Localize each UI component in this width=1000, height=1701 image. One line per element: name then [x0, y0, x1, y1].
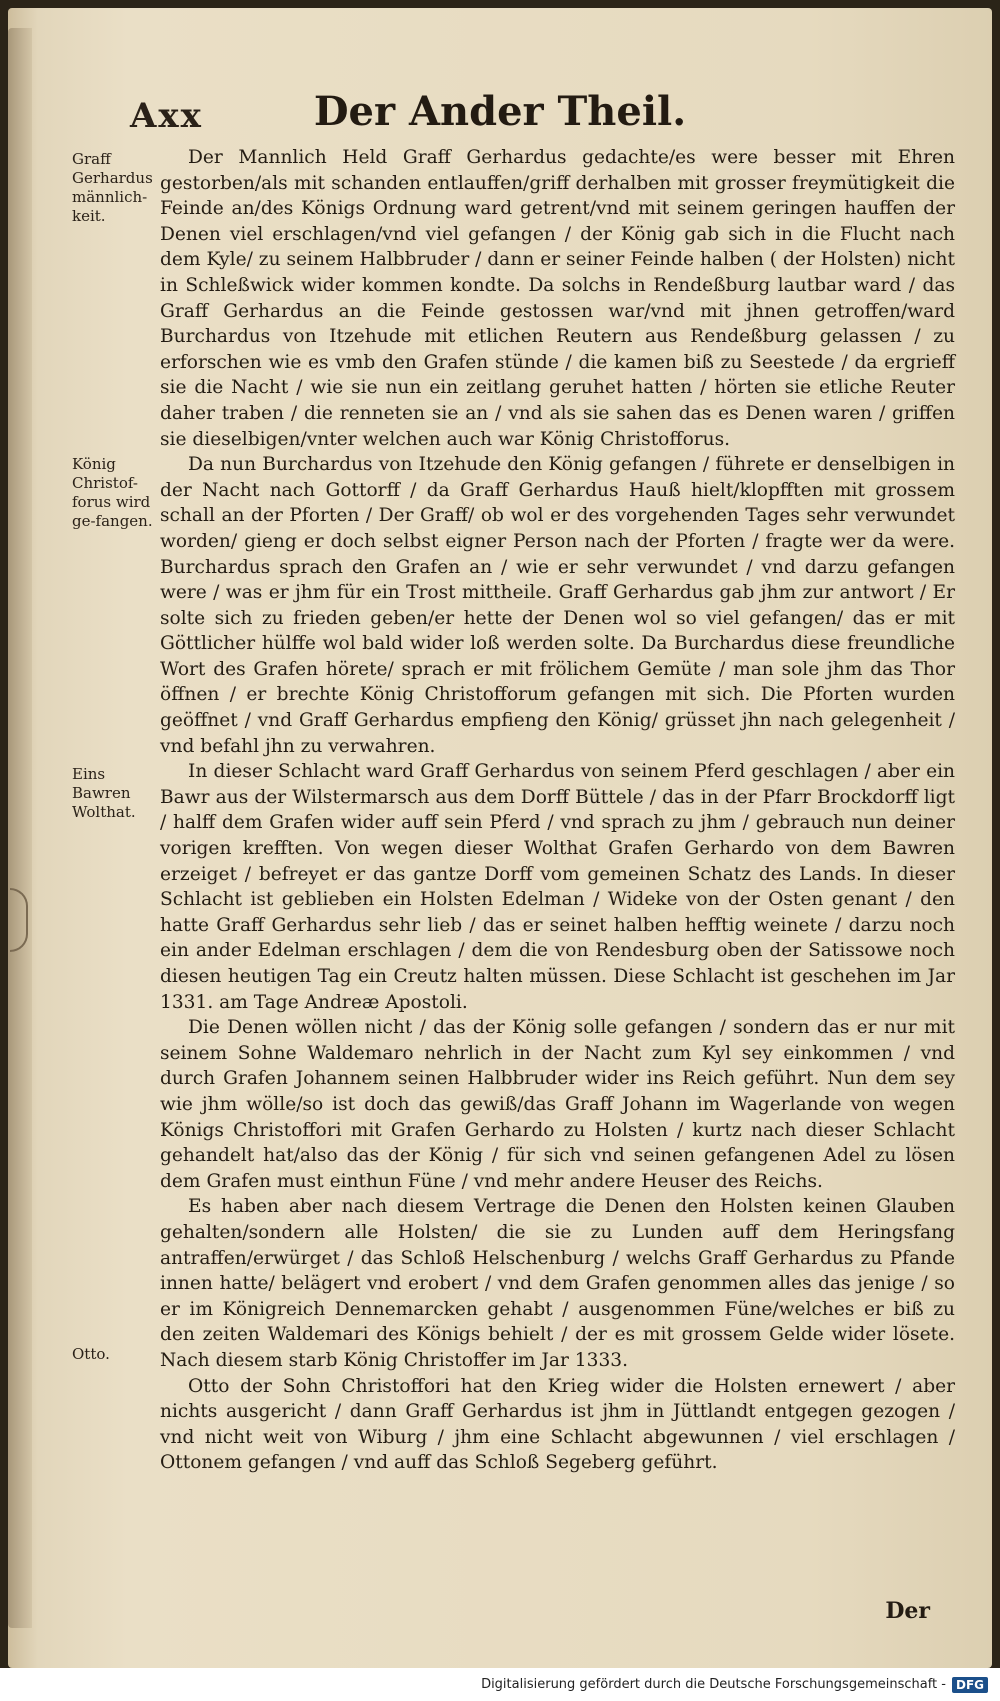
- running-head: Der Ander Theil.: [313, 88, 687, 135]
- margin-note-koenig: König Christof-forus wird ge-fangen.: [72, 455, 153, 530]
- margin-note-gerhardus: Graff Gerhardus männlich-keit.: [72, 150, 153, 225]
- folio-number: Axx: [130, 96, 203, 136]
- paragraph: Otto der Sohn Christoffori hat den Krieg wider die Holsten ernewert / aber nichts ausgericht / dann Graff Gerhardus ist jhm in Jüttlandt entgegen gezogen / vnd nicht weit von Wiburg / jhm eine Schlacht abgewunnen / viel erschlagen / Ottonem gefangen / vnd auff das Schloß Segeberg geführt.: [160, 1375, 955, 1474]
- paragraph: Da nun Burchardus von Itzehude den König gefangen / führete er denselbigen in der Nacht nach Gottorff / da Graff Gerhardus Hauß hielt/klopfften mit grossem schall an der Pforten / Der Graff/ ob wol er des vorgehenden Tages sehr verwundet worden/ gieng er doch selbst eigner Person nach der Pforten / fragte wer da were. Burchardus sprach den Grafen an / wie er sehr verwundet / vnd darzu gefangen were / was er jhm für ein Trost mittheile. Graff Gerhardus gab jhm zur antwort / Er solte sich zu frieden geben/er hette der Denen wol so viel gefangen/ das er mit Göttlicher hülffe wol bald wider loß werden solte. Da Burchardus diese freundliche Wort des Grafen hörete/ sprach er mit frölichem Gemüte / man sole jhm das Thor öffnen / er brechte König Christofforum gefangen mit sich. Die Pforten wurden geöffnet / vnd Graff Gerhardus empfieng den König/ grüsset jhn nach gelegenheit / vnd befahl jhn zu verwahren.: [160, 454, 955, 757]
- dfg-logo: DFG: [952, 1677, 988, 1693]
- margin-note-bawren: Eins Bawren Wolthat.: [72, 765, 136, 821]
- catchword: Der: [885, 1598, 930, 1624]
- paragraph: Es haben aber nach diesem Vertrage die Denen den Holsten keinen Glauben gehalten/sondern alle Holsten/ die sie zu Lunden auff dem Heringsfang antraffen/erwürget / das Schloß Helschenburg / welchs Graff Gerhardus zu Pfande innen hatte/ belägert vnd erobert / vnd dem Grafen genommen alles das jenige / so er im Königreich Dennemarcken gehabt / ausgenommen Füne/welches er biß zu den zeiten Waldemari des Königs behielt / der es mit grossem Gelde wider lösete. Nach diesem starb König Christoffer im Jar 1333.: [160, 1196, 955, 1371]
- paragraph: In dieser Schlacht ward Graff Gerhardus von seinem Pferd geschlagen / aber ein Bawr aus der Wilstermarsch aus dem Dorff Büttele / das in der Pfarr Brockdorff ligt / halff dem Grafen wider auff sein Pferd / vnd sprach zu jhm / gebrauch nun deiner vorigen krefften. Von wegen dieser Wolthat Grafen Gerhardo von dem Bawren erzeiget / befreyet er das gantze Dorff vom gemeinen Schatz des Lands. In dieser Schlacht ist geblieben ein Holsten Edelman / Wideke von der Osten genant / den hatte Graff Gerhardus sehr lieb / das er seinet halben hefftig weinete / darzu noch ein ander Edelman erschlagen / dem die von Rendesburg oben der Satissowe noch diesen heutigen Tag ein Creutz halten müssen. Diese Schlacht ist geschehen im Jar 1331. am Tage Andreæ Apostoli.: [160, 761, 955, 1013]
- main-text: [160, 145, 955, 1476]
- margin-note-otto: Otto.: [72, 1345, 110, 1363]
- paragraph: Die Denen wöllen nicht / das der König solle gefangen / sondern das er nur mit seinem Sohne Waldemaro nehrlich in der Nacht zum Kyl sey einkommen / vnd durch Grafen Johannem seinen Halbbruder wider ins Reich geführt. Nun dem sey wie jhm wölle/so ist doch das gewiß/das Graff Johann im Wagerlande von wegen Königs Christoffori mit Grafen Gerhardo zu Holsten / kurtz nach dieser Schlacht gehandelt hat/also das der König / für sich vnd seinen gefangenen Adel zu lösen dem Grafen must einthun Füne / vnd mehr andere Heuser des Reichs.: [160, 1017, 955, 1192]
- footer: [0, 1668, 1000, 1701]
- footer-credit: Digitalisierung gefördert durch die Deutsche Forschungsgemeinschaft -: [481, 1677, 946, 1692]
- page-gutter: [8, 28, 32, 1628]
- paragraph: Der Mannlich Held Graff Gerhardus gedachte/es were besser mit Ehren gestorben/als mit schanden entlauffen/griff derhalben mit grosser freymütigkeit die Feinde an/des Königs Ordnung ward getrent/vnd mit seinem geringen hauffen der Denen viel erschlagen/vnd viel gefangen / der König gab sich in die Flucht nach dem Kyle/ zu seinem Halbbruder / dann er seiner Feinde halben ( der Holsten) nicht in Schleßwick wider kommen kondte. Da solchs in Rendeßburg lautbar ward / das Graff Gerhardus an die Feinde gestossen war/vnd mit jhnen getroffen/ward Burchardus von Itzehude mit etlichen Reutern aus Rendeßburg gelassen / zu erforschen wie es vmb den Grafen stünde / die kamen biß zu Seestede / da ergrieff sie die Nacht / wie sie nun ein zeitlang geruhet hatten / hörten sie etliche Reuter daher traben / die renneten sie an / vnd als sie sahen das es Denen waren / griffen sie dieselbigen/vnter welchen auch war König Christofforus.: [160, 147, 955, 450]
- page-clip: [10, 888, 28, 952]
